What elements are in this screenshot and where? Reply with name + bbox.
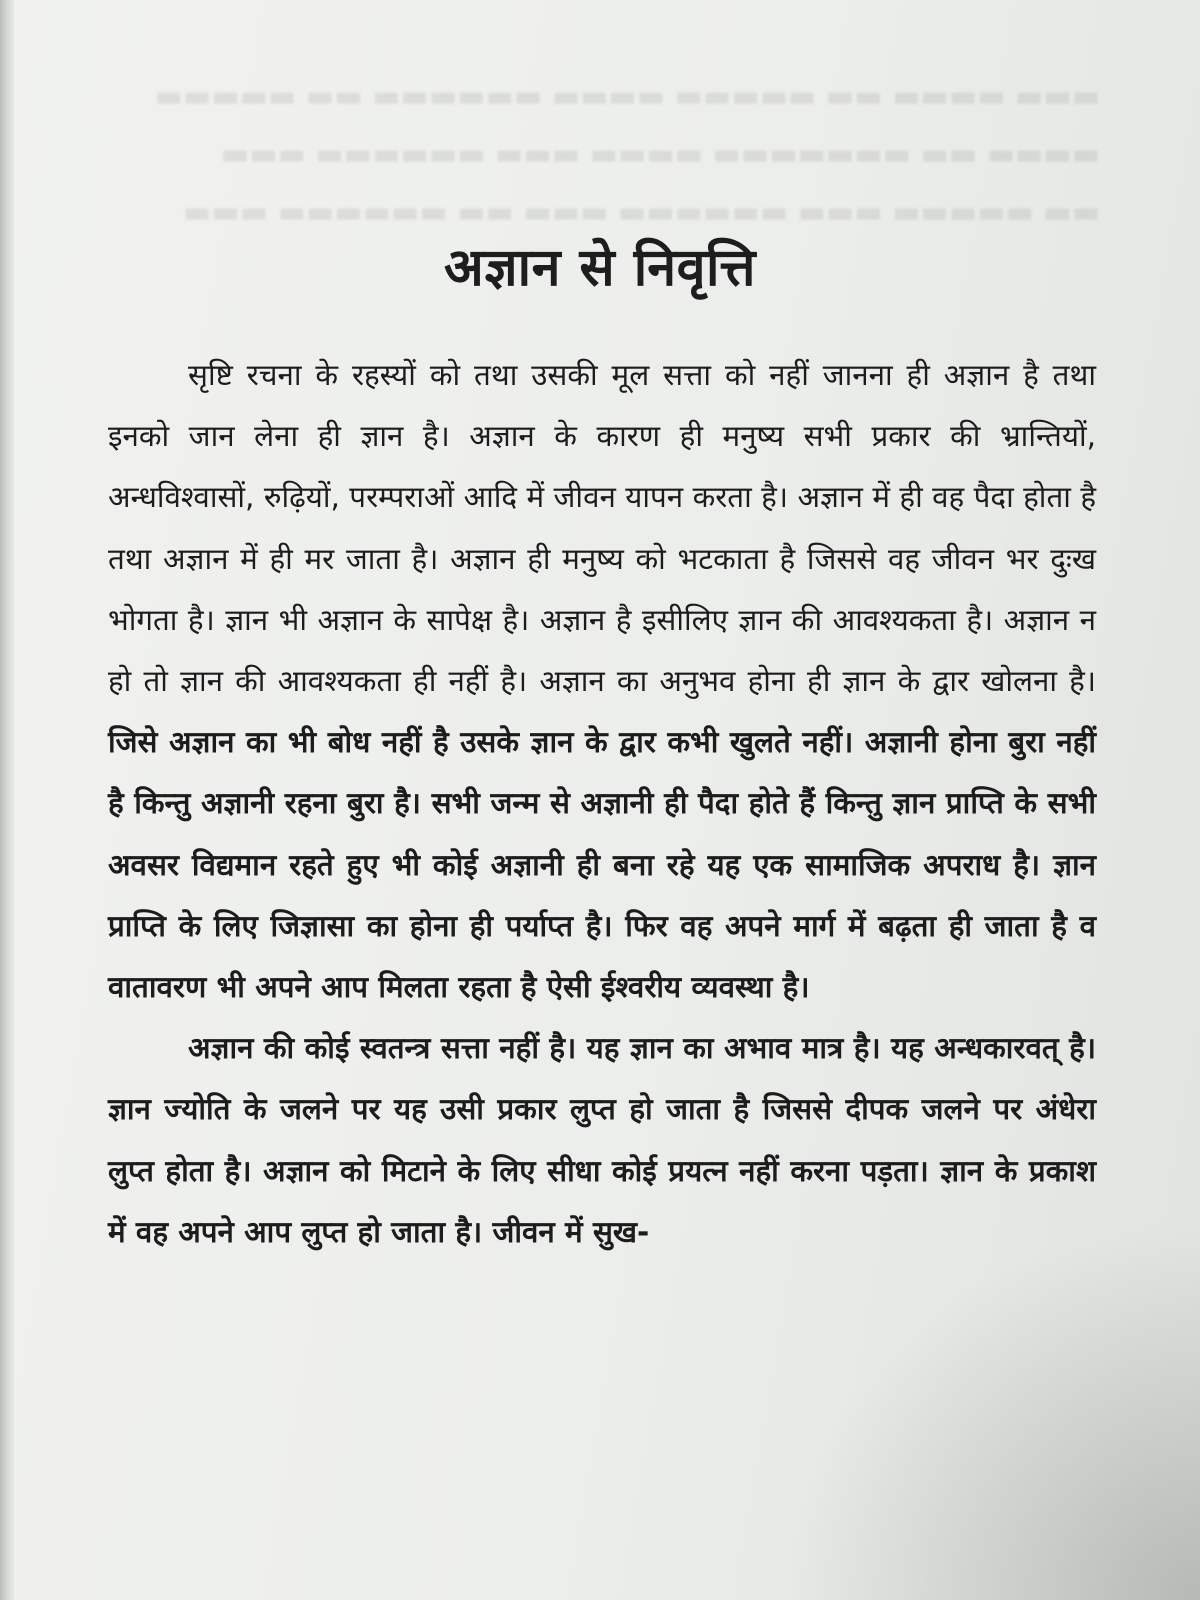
chapter-title: अज्ञान से निवृत्ति	[444, 238, 756, 298]
bleed-through-text: ▬▬▬ ▬▬▬▬ ▬▬ ▬▬▬▬▬ ▬▬▬▬ ▬▬▬▬▬▬ ▬▬ ▬▬▬▬▬ ▬▬▬▬ ▬▬ ▬▬▬▬▬▬▬ ▬▬▬▬ ▬▬▬ ▬▬▬▬▬▬ ▬▬▬ ▬▬ ▬▬▬▬▬ ▬▬▬ ▬▬▬▬▬▬ ▬▬▬ ▬▬ ▬▬▬▬▬▬ ▬▬▬	[154, 79, 1100, 230]
paragraph-1-normal-text: सृष्टि रचना के रहस्यों को तथा उसकी मूल सत्ता को नहीं जानना ही अज्ञान है तथा इनको जान लेना ही ज्ञान है। अज्ञान के कारण ही मनुष्य सभी प्रकार की भ्रान्तियों, अन्धविश्वासों, रुढ़ियों, परम्पराओं आदि में जीवन यापन करता है। अज्ञान में ही वह पैदा होता है तथा अज्ञान में ही मर जाता है। अज्ञान ही मनुष्य को भटकाता है जिससे वह जीवन भर दुःख भोगता है। ज्ञान भी अज्ञान के सापेक्ष है। अज्ञान है इसीलिए ज्ञान की आवश्यकता है। अज्ञान न हो तो ज्ञान की आवश्यकता ही नहीं है। अज्ञान का अनुभव होना ही ज्ञान के द्वार खोलना है।	[108, 358, 1096, 699]
body-text	[108, 345, 1096, 1263]
paragraph-2	[108, 1018, 1096, 1263]
paragraph-1-bold-text: जिसे अज्ञान का भी बोध नहीं है उसके ज्ञान के द्वार कभी खुलते नहीं। अज्ञानी होना बुरा नहीं है किन्तु अज्ञानी रहना बुरा है। सभी जन्म से अज्ञानी ही पैदा होते हैं किन्तु ज्ञान प्राप्ति के सभी अवसर विद्यमान रहते हुए भी कोई अज्ञानी ही बना रहे यह एक सामाजिक अपराध है। ज्ञान प्राप्ति के लिए जिज्ञासा का होना ही पर्याप्त है। फिर वह अपने मार्ग में बढ़ता ही जाता है व वातावरण भी अपने आप मिलता रहता है ऐसी ईश्वरीय व्यवस्था है।	[108, 725, 1096, 1005]
paragraph-1	[108, 345, 1096, 1018]
paragraph-2-bold-text: अज्ञान की कोई स्वतन्त्र सत्ता नहीं है। यह ज्ञान का अभाव मात्र है। यह अन्धकारवत् है। ज्ञान ज्योति के जलने पर यह उसी प्रकार लुप्त हो जाता है जिससे दीपक जलने पर अंधेरा लुप्त होता है। अज्ञान को मिटाने के लिए सीधा कोई प्रयत्न नहीं करना पड़ता। ज्ञान के प्रकाश में वह अपने आप लुप्त हो जाता है। जीवन में सुख-	[108, 1031, 1096, 1249]
corner-shadow	[780, 1220, 1200, 1600]
